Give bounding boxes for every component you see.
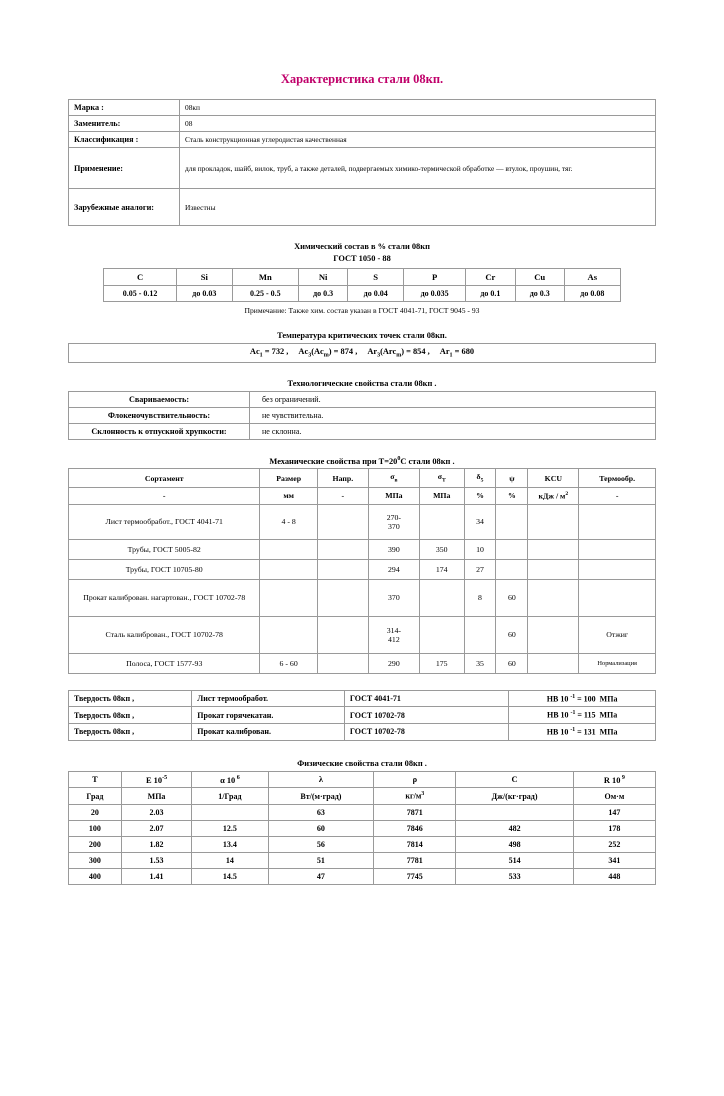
phys-unit-lambda: Вт/(м·град) bbox=[268, 788, 374, 805]
mech-row1-size bbox=[260, 539, 317, 559]
page-title: Характеристика стали 08кп. bbox=[280, 72, 444, 86]
document-page bbox=[0, 72, 724, 1096]
mech-row3-sortament: Прокат калиброван. нагартован., ГОСТ 10702-78 bbox=[69, 579, 260, 616]
table-row bbox=[69, 391, 656, 407]
chem-value-si: до 0.03 bbox=[176, 286, 232, 302]
mech-unit-direction: - bbox=[317, 488, 368, 505]
mech-row1-heat-treatment bbox=[579, 539, 656, 559]
phys-row4-alpha: 14.5 bbox=[192, 869, 268, 885]
chemical-composition-table bbox=[103, 268, 620, 302]
phys-unit-alpha: 1/Град bbox=[192, 788, 268, 805]
table-row bbox=[69, 148, 656, 189]
phys-row2-lambda: 56 bbox=[268, 837, 374, 853]
tech-key-temper-brittleness: Склонность к отпускной хрупкости: bbox=[69, 423, 250, 439]
hardness-row2-value: HB 10 $^{-1}$ = 131 МПа bbox=[509, 723, 656, 740]
chem-value-cu: до 0.3 bbox=[515, 286, 564, 302]
mech-unit-sortament: - bbox=[69, 488, 260, 505]
phys-row2-rho: 7814 bbox=[374, 837, 456, 853]
phys-header-c: C bbox=[456, 771, 573, 788]
chem-header-ni: Ni bbox=[298, 269, 347, 286]
chem-header-cr: Cr bbox=[466, 269, 515, 286]
mech-row3-size bbox=[260, 579, 317, 616]
mech-header-sigma-t: $\sigma_T$ bbox=[419, 469, 464, 488]
table-row bbox=[69, 821, 656, 837]
hardness-row0-label: Твердость 08кп , bbox=[69, 690, 192, 707]
tech-value-temper-brittleness: не склонна. bbox=[250, 423, 656, 439]
mech-row4-size bbox=[260, 616, 317, 653]
mech-row2-size bbox=[260, 559, 317, 579]
mech-row3-heat-treatment bbox=[579, 579, 656, 616]
phys-header-lambda: λ bbox=[268, 771, 374, 788]
phys-row1-r: 178 bbox=[573, 821, 655, 837]
mech-unit-delta5: % bbox=[464, 488, 496, 505]
table-row bbox=[69, 690, 656, 707]
phys-row4-rho: 7745 bbox=[374, 869, 456, 885]
mech-row5-sigma-t: 175 bbox=[419, 653, 464, 673]
hardness-row1-standard: ГОСТ 10702-78 bbox=[344, 707, 508, 724]
chem-value-ni: до 0.3 bbox=[298, 286, 347, 302]
critical-points-values bbox=[69, 344, 656, 363]
mech-row1-sigma-v: 390 bbox=[368, 539, 419, 559]
mech-row4-sigma-v: 314- 412 bbox=[368, 616, 419, 653]
mech-row0-sigma-v: 270- 370 bbox=[368, 504, 419, 539]
phys-header-t: T bbox=[69, 771, 122, 788]
mech-row5-kcu bbox=[528, 653, 579, 673]
phys-row4-lambda: 47 bbox=[268, 869, 374, 885]
mech-header-sortament: Сортамент bbox=[69, 469, 260, 488]
phys-unit-r: Ом·м bbox=[573, 788, 655, 805]
mech-row4-psi: 60 bbox=[496, 616, 528, 653]
phys-title: Физические свойства стали 08кп . bbox=[297, 758, 427, 768]
table-row bbox=[69, 100, 656, 116]
phys-row2-c: 498 bbox=[456, 837, 573, 853]
info-key-marka: Марка : bbox=[69, 100, 180, 116]
mech-row3-sigma-t bbox=[419, 579, 464, 616]
phys-row0-t: 20 bbox=[69, 805, 122, 821]
hardness-row0-product: Лист термообработ. bbox=[192, 690, 345, 707]
phys-row1-rho: 7846 bbox=[374, 821, 456, 837]
table-row bbox=[69, 559, 656, 579]
info-value-marka: 08кп bbox=[180, 100, 656, 116]
info-key-application: Применение: bbox=[69, 148, 180, 189]
phys-unit-e: МПа bbox=[121, 788, 191, 805]
mech-row3-kcu bbox=[528, 579, 579, 616]
info-value-application: для прокладок, шайб, вилок, труб, а также деталей, подвергаемых химико-термической обработке — втулок, проушин, тяг. bbox=[180, 148, 656, 189]
tech-key-weldability: Свариваемость: bbox=[69, 391, 250, 407]
mech-row1-sigma-t: 350 bbox=[419, 539, 464, 559]
info-key-zamenitel: Заменитель: bbox=[69, 116, 180, 132]
mech-row5-psi: 60 bbox=[496, 653, 528, 673]
table-row bbox=[69, 539, 656, 559]
mech-row2-direction bbox=[317, 559, 368, 579]
mech-row2-sortament: Трубы, ГОСТ 10705-80 bbox=[69, 559, 260, 579]
phys-row0-e: 2.03 bbox=[121, 805, 191, 821]
phys-row3-alpha: 14 bbox=[192, 853, 268, 869]
chem-header-c: C bbox=[104, 269, 177, 286]
mech-row4-heat-treatment: Отжиг bbox=[579, 616, 656, 653]
info-value-analogs: Известны bbox=[180, 189, 656, 226]
table-row bbox=[69, 653, 656, 673]
chem-note: Примечание: Также хим. состав указан в ГОСТ 4041-71, ГОСТ 9045 - 93 bbox=[244, 306, 480, 315]
phys-unit-rho: $кг/м^3$ bbox=[374, 788, 456, 805]
chem-value-c: 0.05 - 0.12 bbox=[104, 286, 177, 302]
critical-points-title: Температура критических точек стали 08кп. bbox=[277, 331, 447, 340]
mech-row5-direction bbox=[317, 653, 368, 673]
phys-row0-c bbox=[456, 805, 573, 821]
hardness-row1-value: HB 10 $^{-1}$ = 115 МПа bbox=[509, 707, 656, 724]
phys-row2-e: 1.82 bbox=[121, 837, 191, 853]
phys-row1-alpha: 12.5 bbox=[192, 821, 268, 837]
phys-header-alpha: α 10 $^6$ bbox=[192, 771, 268, 788]
mech-unit-heat-treatment: - bbox=[579, 488, 656, 505]
crit-ac1: $Ac_1 = 732$ , bbox=[249, 347, 289, 359]
mechanical-properties-table bbox=[68, 468, 656, 673]
table-row bbox=[69, 469, 656, 488]
mech-header-sigma-v: $\sigma_в$ bbox=[368, 469, 419, 488]
hardness-row1-product: Прокат горячекатан. bbox=[192, 707, 345, 724]
mech-row5-delta5: 35 bbox=[464, 653, 496, 673]
technological-properties-table bbox=[68, 391, 656, 440]
mech-unit-kcu: кДж / $м^2$ bbox=[528, 488, 579, 505]
mech-row0-psi bbox=[496, 504, 528, 539]
hardness-row2-label: Твердость 08кп , bbox=[69, 723, 192, 740]
table-row bbox=[69, 132, 656, 148]
chem-value-as: до 0.08 bbox=[564, 286, 620, 302]
mech-row3-delta5: 8 bbox=[464, 579, 496, 616]
crit-ar3: $Ar_3(Arc_m) = 854$ , bbox=[367, 347, 430, 359]
mech-row0-kcu bbox=[528, 504, 579, 539]
mech-row2-psi bbox=[496, 559, 528, 579]
chem-value-p: до 0.035 bbox=[404, 286, 466, 302]
phys-row4-r: 448 bbox=[573, 869, 655, 885]
table-row bbox=[69, 869, 656, 885]
mech-row2-delta5: 27 bbox=[464, 559, 496, 579]
tech-key-flake: Флокеночувствительность: bbox=[69, 407, 250, 423]
mech-unit-size: мм bbox=[260, 488, 317, 505]
table-row bbox=[69, 344, 656, 363]
chem-value-cr: до 0.1 bbox=[466, 286, 515, 302]
crit-ac3: $Ac_3(Ac_m) = 874$ , bbox=[298, 347, 358, 359]
phys-row4-c: 533 bbox=[456, 869, 573, 885]
phys-row2-alpha: 13.4 bbox=[192, 837, 268, 853]
mech-row5-heat-treatment: Нормализация bbox=[579, 653, 656, 673]
mech-row0-size: 4 - 8 bbox=[260, 504, 317, 539]
mech-header-heat-treatment: Термообр. bbox=[579, 469, 656, 488]
mech-row1-direction bbox=[317, 539, 368, 559]
mech-row1-sortament: Трубы, ГОСТ 5005-82 bbox=[69, 539, 260, 559]
mech-header-psi: ψ bbox=[496, 469, 528, 488]
mech-row3-direction bbox=[317, 579, 368, 616]
table-row bbox=[69, 407, 656, 423]
chem-header-s: S bbox=[348, 269, 404, 286]
table-row bbox=[69, 488, 656, 505]
phys-row3-rho: 7781 bbox=[374, 853, 456, 869]
phys-row4-t: 400 bbox=[69, 869, 122, 885]
mech-row4-sigma-t bbox=[419, 616, 464, 653]
info-value-classification: Сталь конструкционная углеродистая качественная bbox=[180, 132, 656, 148]
mech-row3-sigma-v: 370 bbox=[368, 579, 419, 616]
physical-properties-table bbox=[68, 771, 656, 885]
phys-row1-c: 482 bbox=[456, 821, 573, 837]
tech-value-flake: не чувствительна. bbox=[250, 407, 656, 423]
mech-row4-sortament: Сталь калиброван., ГОСТ 10702-78 bbox=[69, 616, 260, 653]
mech-header-kcu: KCU bbox=[528, 469, 579, 488]
hardness-row2-product: Прокат калиброван. bbox=[192, 723, 345, 740]
mech-row0-sigma-t bbox=[419, 504, 464, 539]
mech-row1-delta5: 10 bbox=[464, 539, 496, 559]
phys-row3-t: 300 bbox=[69, 853, 122, 869]
chem-value-mn: 0.25 - 0.5 bbox=[232, 286, 298, 302]
table-row bbox=[69, 837, 656, 853]
mech-row2-sigma-v: 294 bbox=[368, 559, 419, 579]
hardness-table bbox=[68, 690, 656, 741]
mech-row0-direction bbox=[317, 504, 368, 539]
info-key-analogs: Зарубежные аналоги: bbox=[69, 189, 180, 226]
chem-header-as: As bbox=[564, 269, 620, 286]
table-row bbox=[69, 788, 656, 805]
phys-row1-t: 100 bbox=[69, 821, 122, 837]
table-row bbox=[69, 189, 656, 226]
tech-title: Технологические свойства стали 08кп . bbox=[287, 378, 437, 388]
mech-row2-sigma-t: 174 bbox=[419, 559, 464, 579]
chem-title: Химический состав в % стали 08кп bbox=[294, 242, 430, 251]
mech-unit-sigma-v: МПа bbox=[368, 488, 419, 505]
phys-header-r: R 10 $^9$ bbox=[573, 771, 655, 788]
phys-row1-lambda: 60 bbox=[268, 821, 374, 837]
mech-row5-sortament: Полоса, ГОСТ 1577-93 bbox=[69, 653, 260, 673]
mech-row0-heat-treatment bbox=[579, 504, 656, 539]
table-row bbox=[104, 286, 620, 302]
phys-header-e: E $10^{-5}$ bbox=[121, 771, 191, 788]
mech-header-direction: Напр. bbox=[317, 469, 368, 488]
hardness-row2-standard: ГОСТ 10702-78 bbox=[344, 723, 508, 740]
mech-row0-sortament: Лист термообработ., ГОСТ 4041-71 bbox=[69, 504, 260, 539]
phys-row3-lambda: 51 bbox=[268, 853, 374, 869]
table-row bbox=[69, 707, 656, 724]
mech-row5-size: 6 - 60 bbox=[260, 653, 317, 673]
mech-row4-kcu bbox=[528, 616, 579, 653]
phys-unit-c: Дж/(кг·град) bbox=[456, 788, 573, 805]
info-key-classification: Классификация : bbox=[69, 132, 180, 148]
hardness-row1-label: Твердость 08кп , bbox=[69, 707, 192, 724]
mech-row2-kcu bbox=[528, 559, 579, 579]
mech-unit-sigma-t: МПа bbox=[419, 488, 464, 505]
mech-row1-psi bbox=[496, 539, 528, 559]
table-row bbox=[69, 805, 656, 821]
hardness-row0-standard: ГОСТ 4041-71 bbox=[344, 690, 508, 707]
table-row bbox=[104, 269, 620, 286]
mech-row1-kcu bbox=[528, 539, 579, 559]
table-row bbox=[69, 423, 656, 439]
phys-row3-r: 341 bbox=[573, 853, 655, 869]
critical-points-table bbox=[68, 343, 656, 363]
phys-unit-t: Град bbox=[69, 788, 122, 805]
steel-info-table bbox=[68, 99, 656, 226]
table-row bbox=[69, 771, 656, 788]
phys-row2-r: 252 bbox=[573, 837, 655, 853]
phys-header-rho: ρ bbox=[374, 771, 456, 788]
table-row bbox=[69, 723, 656, 740]
chem-header-mn: Mn bbox=[232, 269, 298, 286]
chem-header-cu: Cu bbox=[515, 269, 564, 286]
tech-value-weldability: без ограничений. bbox=[250, 391, 656, 407]
table-row bbox=[69, 116, 656, 132]
chem-header-p: P bbox=[404, 269, 466, 286]
phys-row0-rho: 7871 bbox=[374, 805, 456, 821]
mech-header-size: Размер bbox=[260, 469, 317, 488]
mech-header-delta5: $\delta_5$ bbox=[464, 469, 496, 488]
phys-row0-alpha bbox=[192, 805, 268, 821]
mech-row0-delta5: 34 bbox=[464, 504, 496, 539]
phys-row0-lambda: 63 bbox=[268, 805, 374, 821]
mech-title: Механические свойства при $Т=20^0С$ стали 08кп . bbox=[269, 455, 455, 466]
chem-header-si: Si bbox=[176, 269, 232, 286]
mech-row4-direction bbox=[317, 616, 368, 653]
phys-row1-e: 2.07 bbox=[121, 821, 191, 837]
mech-row3-psi: 60 bbox=[496, 579, 528, 616]
mech-row4-delta5 bbox=[464, 616, 496, 653]
table-row bbox=[69, 579, 656, 616]
crit-ar1: $Ar_1 = 680$ bbox=[439, 347, 475, 359]
table-row bbox=[69, 504, 656, 539]
phys-row0-r: 147 bbox=[573, 805, 655, 821]
phys-row3-c: 514 bbox=[456, 853, 573, 869]
mech-row5-sigma-v: 290 bbox=[368, 653, 419, 673]
chem-value-s: до 0.04 bbox=[348, 286, 404, 302]
mech-row2-heat-treatment bbox=[579, 559, 656, 579]
phys-row3-e: 1.53 bbox=[121, 853, 191, 869]
table-row bbox=[69, 853, 656, 869]
table-row bbox=[69, 616, 656, 653]
info-value-zamenitel: 08 bbox=[180, 116, 656, 132]
hardness-row0-value: HB 10 $^{-1}$ = 100 МПа bbox=[509, 690, 656, 707]
mech-unit-psi: % bbox=[496, 488, 528, 505]
phys-row4-e: 1.41 bbox=[121, 869, 191, 885]
chem-subtitle: ГОСТ 1050 - 88 bbox=[333, 254, 391, 263]
phys-row2-t: 200 bbox=[69, 837, 122, 853]
